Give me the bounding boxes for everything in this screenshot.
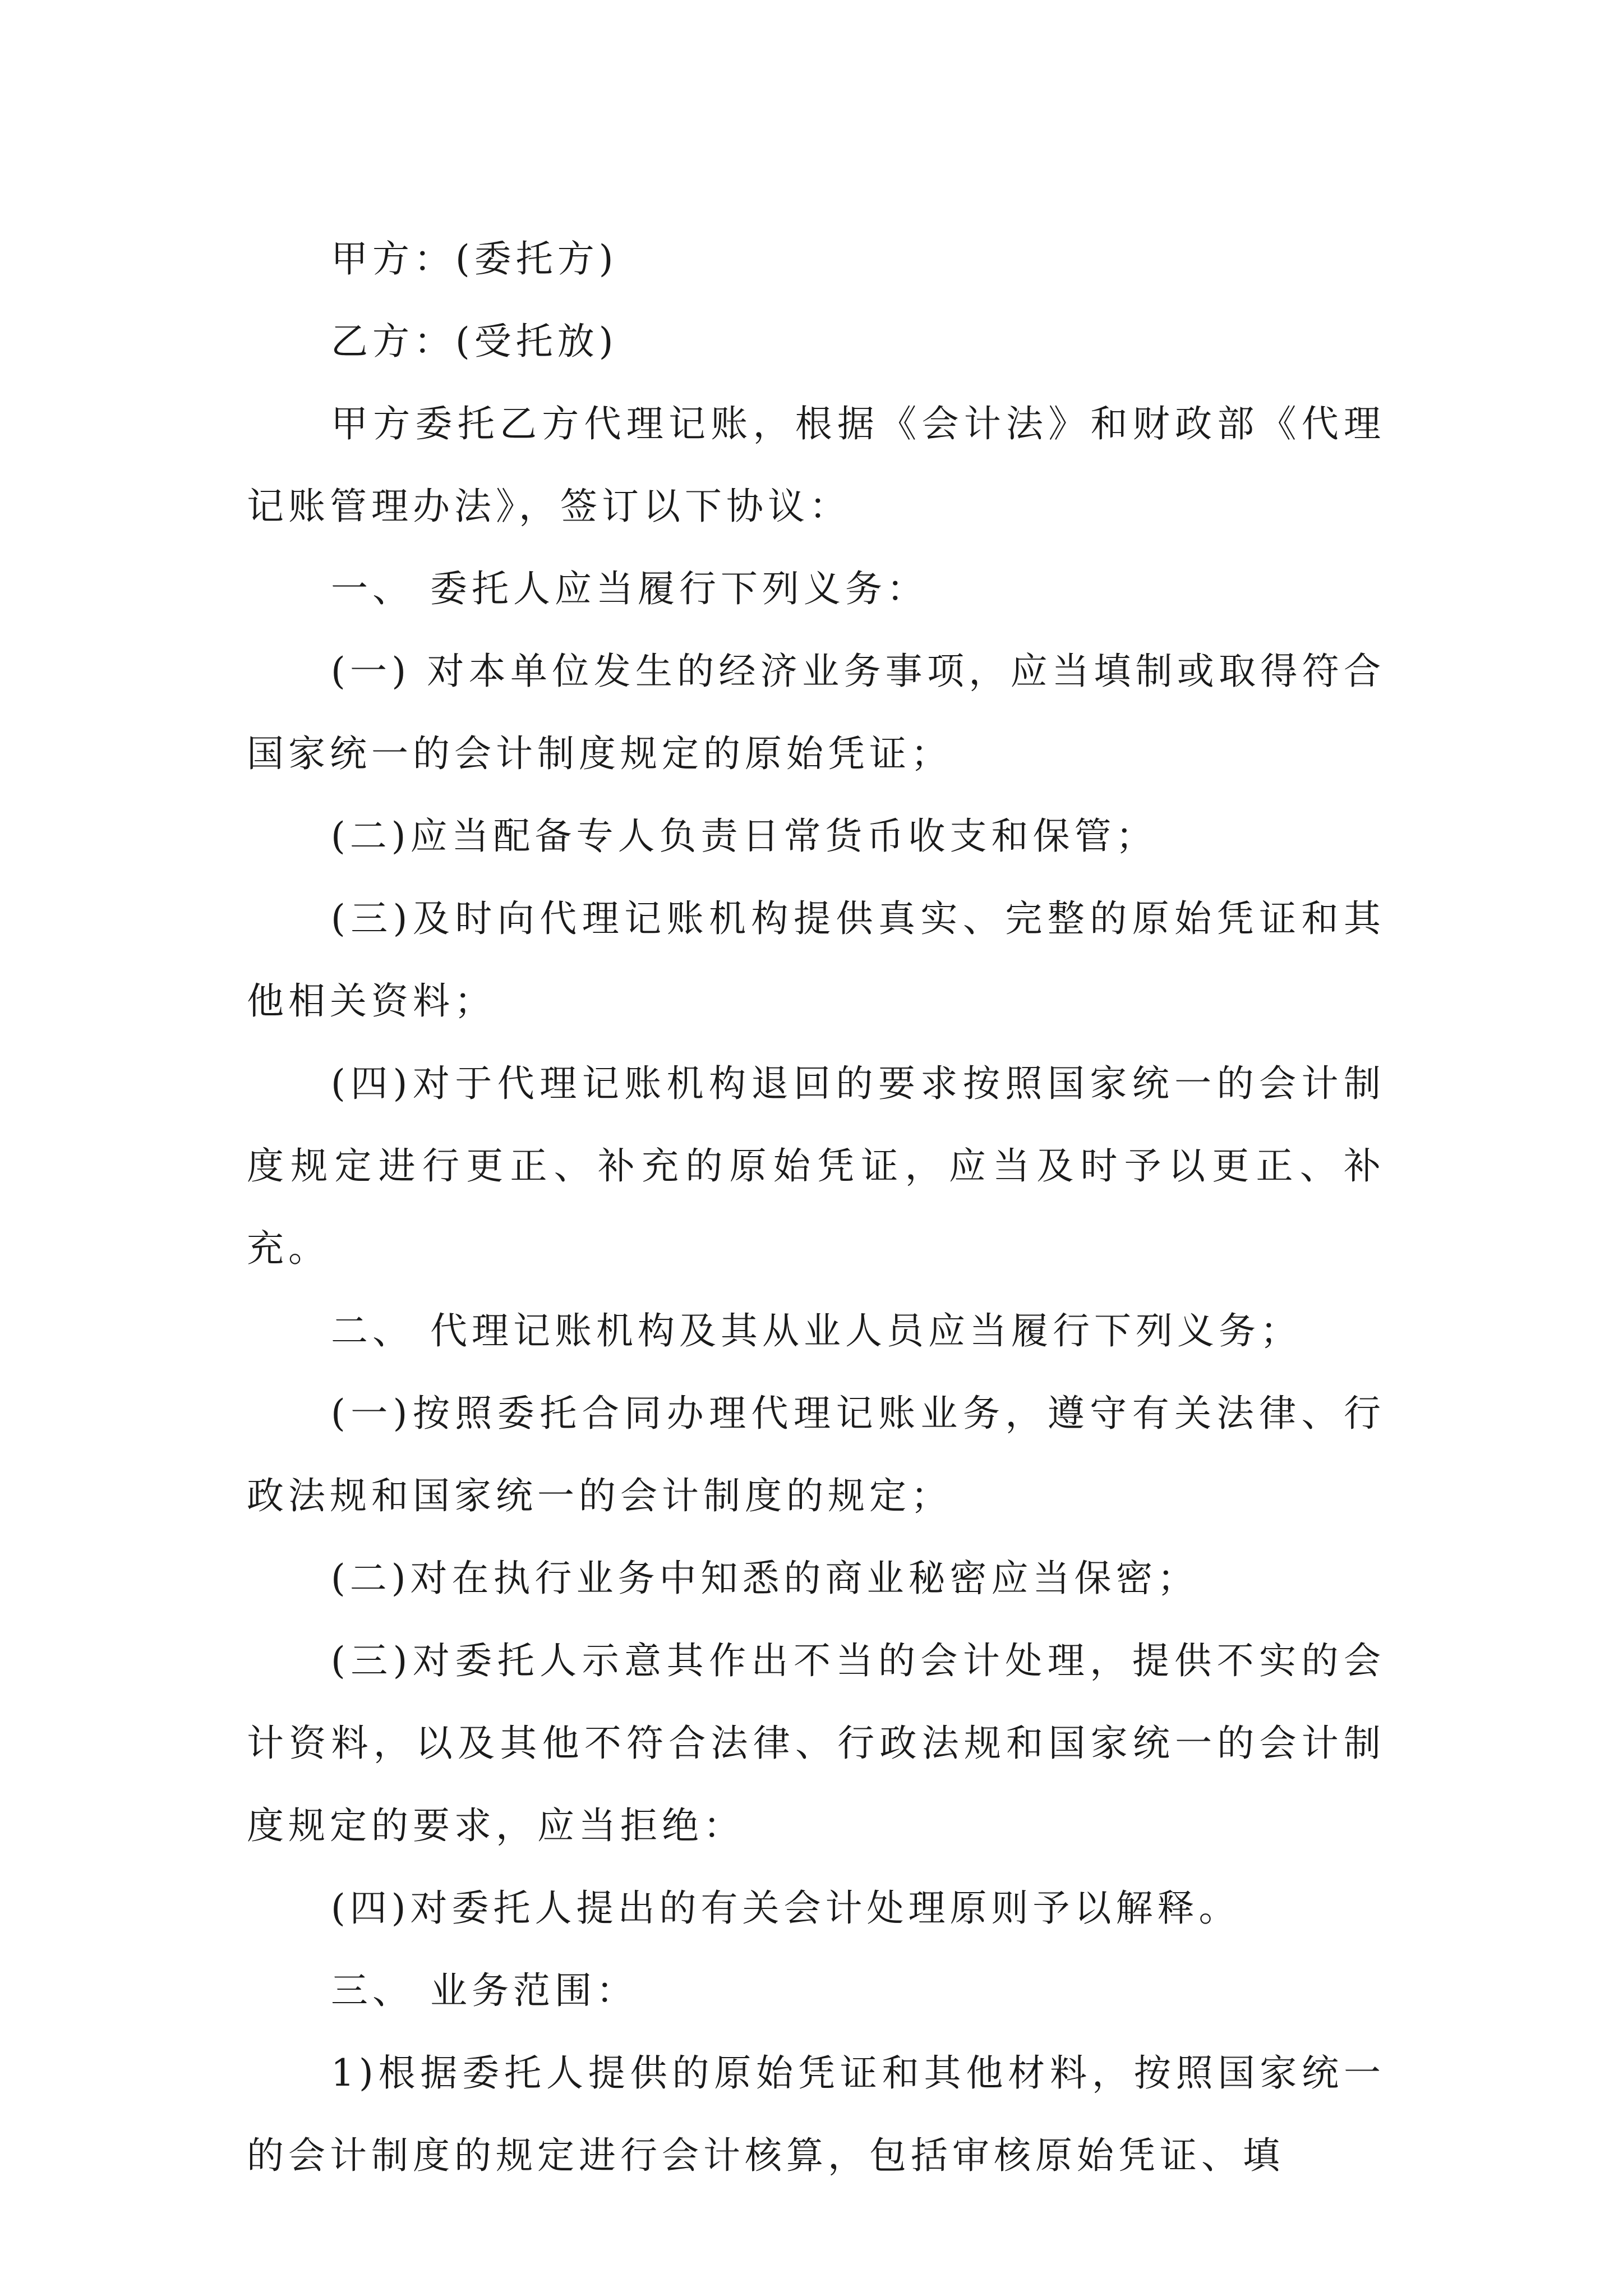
section-1-item-4: (四)对于代理记账机构退回的要求按照国家统一的会计制度规定进行更正、补充的原始凭证，应当及时予以更正、补充。: [247, 1062, 1385, 1270]
party-b-line: 乙方：(受托放): [331, 320, 618, 363]
section-1-item-2: (二)应当配备专人负责日常货币收支和保管；: [331, 815, 1158, 858]
section-2-item-2: (二)对在执行业务中知悉的商业秘密应当保密；: [331, 1557, 1199, 1600]
section-2-heading: 二、 代理记账机构及其从业人员应当履行下列义务；: [331, 1309, 1302, 1352]
preamble-paragraph: 甲方委托乙方代理记账，根据《会计法》和财政部《代理记账管理办法》，签订以下协议：: [247, 402, 1385, 528]
section-2-item-4: (四)对委托人提出的有关会计处理原则予以解释。: [331, 1887, 1241, 1930]
section-2-item-1: (一)按照委托合同办理代理记账业务，遵守有关法律、行政法规和国家统一的会计制度的规定；: [247, 1392, 1385, 1517]
party-a-line: 甲方：(委托方): [331, 237, 618, 280]
section-1-item-1: (一) 对本单位发生的经济业务事项，应当填制或取得符合国家统一的会计制度规定的原始凭证；: [247, 650, 1385, 775]
document-body: [247, 218, 1385, 2197]
section-3-heading: 三、 业务范围：: [331, 1969, 638, 2012]
section-2-item-3: (三)对委托人示意其作出不当的会计处理，提供不实的会计资料，以及其他不符合法律、行政法规和国家统一的会计制度规定的要求，应当拒绝：: [247, 1639, 1385, 1847]
section-1-item-3: (三)及时向代理记账机构提供真实、完整的原始凭证和其他相关资料；: [247, 897, 1385, 1023]
section-1-heading: 一、 委托人应当履行下列义务：: [331, 567, 928, 610]
section-3-item-1: 1)根据委托人提供的原始凭证和其他材料，按照国家统一的会计制度的规定进行会计核算，包括审核原始凭证、填: [247, 2051, 1385, 2177]
